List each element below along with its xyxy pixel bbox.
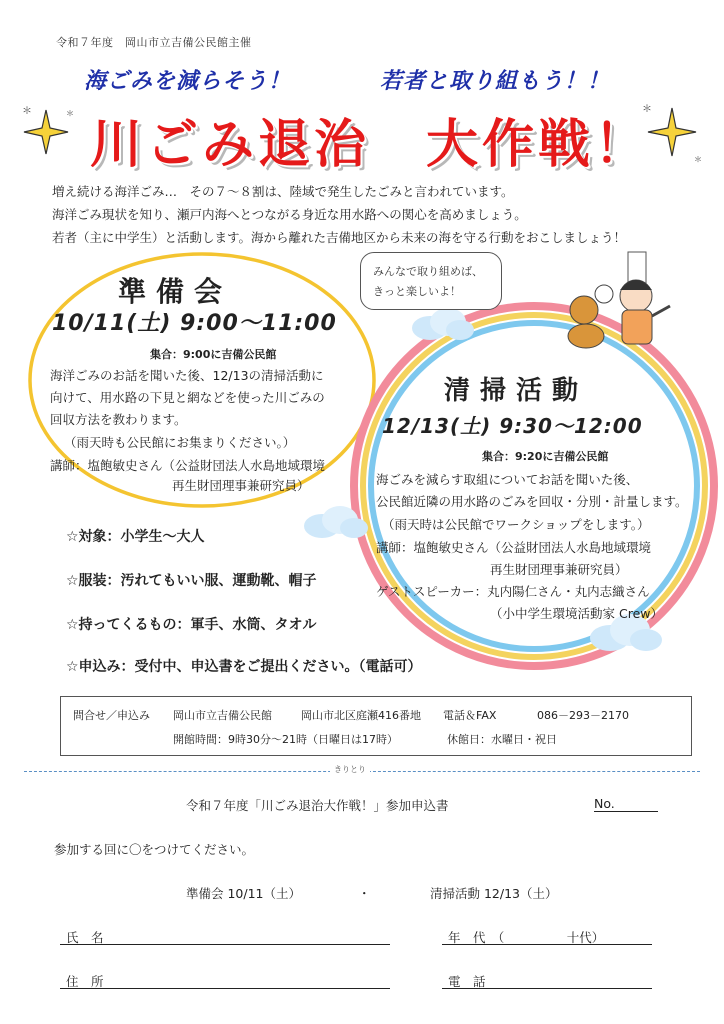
event1-gather: 集合：9:00に吉備公民館 — [150, 348, 277, 361]
event2-title: 清掃活動 — [444, 376, 589, 406]
intro-line-2: 海洋ごみ現状を知り、瀬戸内海へとつながる身近な用水路への関心を高めましょう。 — [52, 207, 527, 222]
event2-lecturer-affil: 再生財団理事兼研究員） — [490, 562, 628, 577]
subtitle-right: 若者と取り組もう！！ — [380, 69, 611, 94]
contact-phone: 086－293－2170 — [537, 709, 629, 722]
event2-guest-affil: （小中学生環境活動家 Crew） — [490, 606, 663, 621]
info-target: ☆対象：小学生～大人 — [66, 529, 205, 545]
contact-label: 問合せ／申込み — [73, 709, 150, 722]
info-clothing: ☆服装：汚れてもいい服、運動靴、帽子 — [66, 573, 317, 589]
sparkle-right-icon — [640, 100, 706, 164]
form-name-field[interactable] — [60, 944, 390, 945]
form-instruction: 参加する回に〇をつけてください。 — [54, 842, 255, 857]
form-name-label: 氏 名 — [66, 930, 104, 945]
organizer-text: 令和７年度 岡山市立吉備公民館主催 — [56, 36, 252, 49]
form-number-field[interactable]: No. — [594, 796, 658, 812]
contact-org: 岡山市立吉備公民館 — [173, 709, 272, 722]
speech-line-2: きっと楽しいよ！ — [373, 285, 461, 298]
event1-title: 準備会 — [118, 275, 233, 308]
cloud-icon — [408, 304, 478, 344]
svg-text:＊: ＊ — [22, 106, 32, 117]
form-option-prep[interactable]: 準備会 10/11（土） — [186, 886, 301, 901]
cut-label: きりとり — [330, 764, 370, 775]
event1-body-3: 回収方法を教わります。 — [50, 412, 187, 427]
form-phone-label: 電 話 — [448, 974, 486, 989]
info-bring: ☆持ってくるもの：軍手、水筒、タオル — [66, 617, 317, 633]
main-title: 川ごみ退治 大作戦！ — [90, 115, 651, 175]
event2-lecturer: 講師：塩飽敏史さん（公益財団法人水島地域環境 — [376, 540, 652, 555]
sparkle-left-icon — [18, 102, 78, 162]
event2-gather: 集合：9:20に吉備公民館 — [482, 450, 609, 463]
form-address-field[interactable] — [60, 988, 390, 989]
event2-guest: ゲストスピーカー：丸内陽仁さん・丸内志織さん — [376, 584, 650, 599]
intro-line-1: 増え続ける海洋ごみ… その７～８割は、陸域で発生したごみと言われています。 — [52, 184, 514, 199]
intro-line-3: 若者（主に中学生）と活動します。海から離れた吉備地区から未来の海を守る行動をおこしましょう！ — [52, 230, 627, 245]
speech-bubble — [360, 252, 502, 310]
info-apply: ☆申込み：受付中、申込書をご提出ください。（電話可） — [66, 659, 422, 675]
speech-line-1: みんなで取り組めば、 — [373, 265, 483, 278]
event1-body-2: 向けて、用水路の下見と網などを使った川ごみの — [50, 390, 325, 405]
svg-text:＊: ＊ — [694, 155, 702, 164]
event2-body-1: 海ごみを減らす取組についてお話を聞いた後、 — [376, 472, 639, 487]
event1-time: 10/11(土) 9:00～11:00 — [52, 311, 337, 336]
form-address-label: 住 所 — [66, 974, 104, 989]
form-title: 令和７年度「川ごみ退治大作戦！」参加申込書 — [186, 798, 449, 813]
event2-body-3: （雨天時は公民館でワークショップをします。） — [382, 517, 650, 532]
form-option-cleanup[interactable]: 清掃活動 12/13（土） — [430, 886, 558, 901]
svg-text:＊: ＊ — [66, 109, 74, 118]
event1-lecturer: 講師：塩飽敏史さん（公益財団法人水島地域環境 — [50, 458, 326, 473]
contact-phone-label: 電話＆FAX — [443, 709, 497, 722]
contact-box — [60, 696, 692, 756]
event1-body-4: （雨天時も公民館にお集まりください。） — [64, 435, 296, 450]
form-age-field[interactable] — [442, 944, 652, 945]
contact-hours: 開館時間：9時30分～21時（日曜日は17時） — [173, 733, 398, 746]
character-illustration-icon — [556, 248, 676, 352]
svg-text:＊: ＊ — [642, 104, 652, 115]
cloud-icon — [300, 500, 370, 544]
event2-body-2: 公民館近隣の用水路のごみを回収・分別・計量します。 — [376, 494, 688, 509]
event1-body-1: 海洋ごみのお話を聞いた後、12/13の清掃活動に — [50, 368, 324, 383]
subtitle-left: 海ごみを減らそう！ — [84, 69, 292, 94]
form-age-label: 年 代 （ 十代） — [448, 930, 605, 945]
contact-address: 岡山市北区庭瀬416番地 — [301, 709, 421, 722]
form-phone-field[interactable] — [442, 988, 652, 989]
form-option-separator: ・ — [358, 886, 371, 901]
event1-lecturer-affil: 再生財団理事兼研究員） — [172, 478, 310, 493]
event2-time: 12/13(土) 9:30～12:00 — [382, 414, 643, 438]
contact-closed: 休館日：水曜日・祝日 — [447, 733, 557, 746]
